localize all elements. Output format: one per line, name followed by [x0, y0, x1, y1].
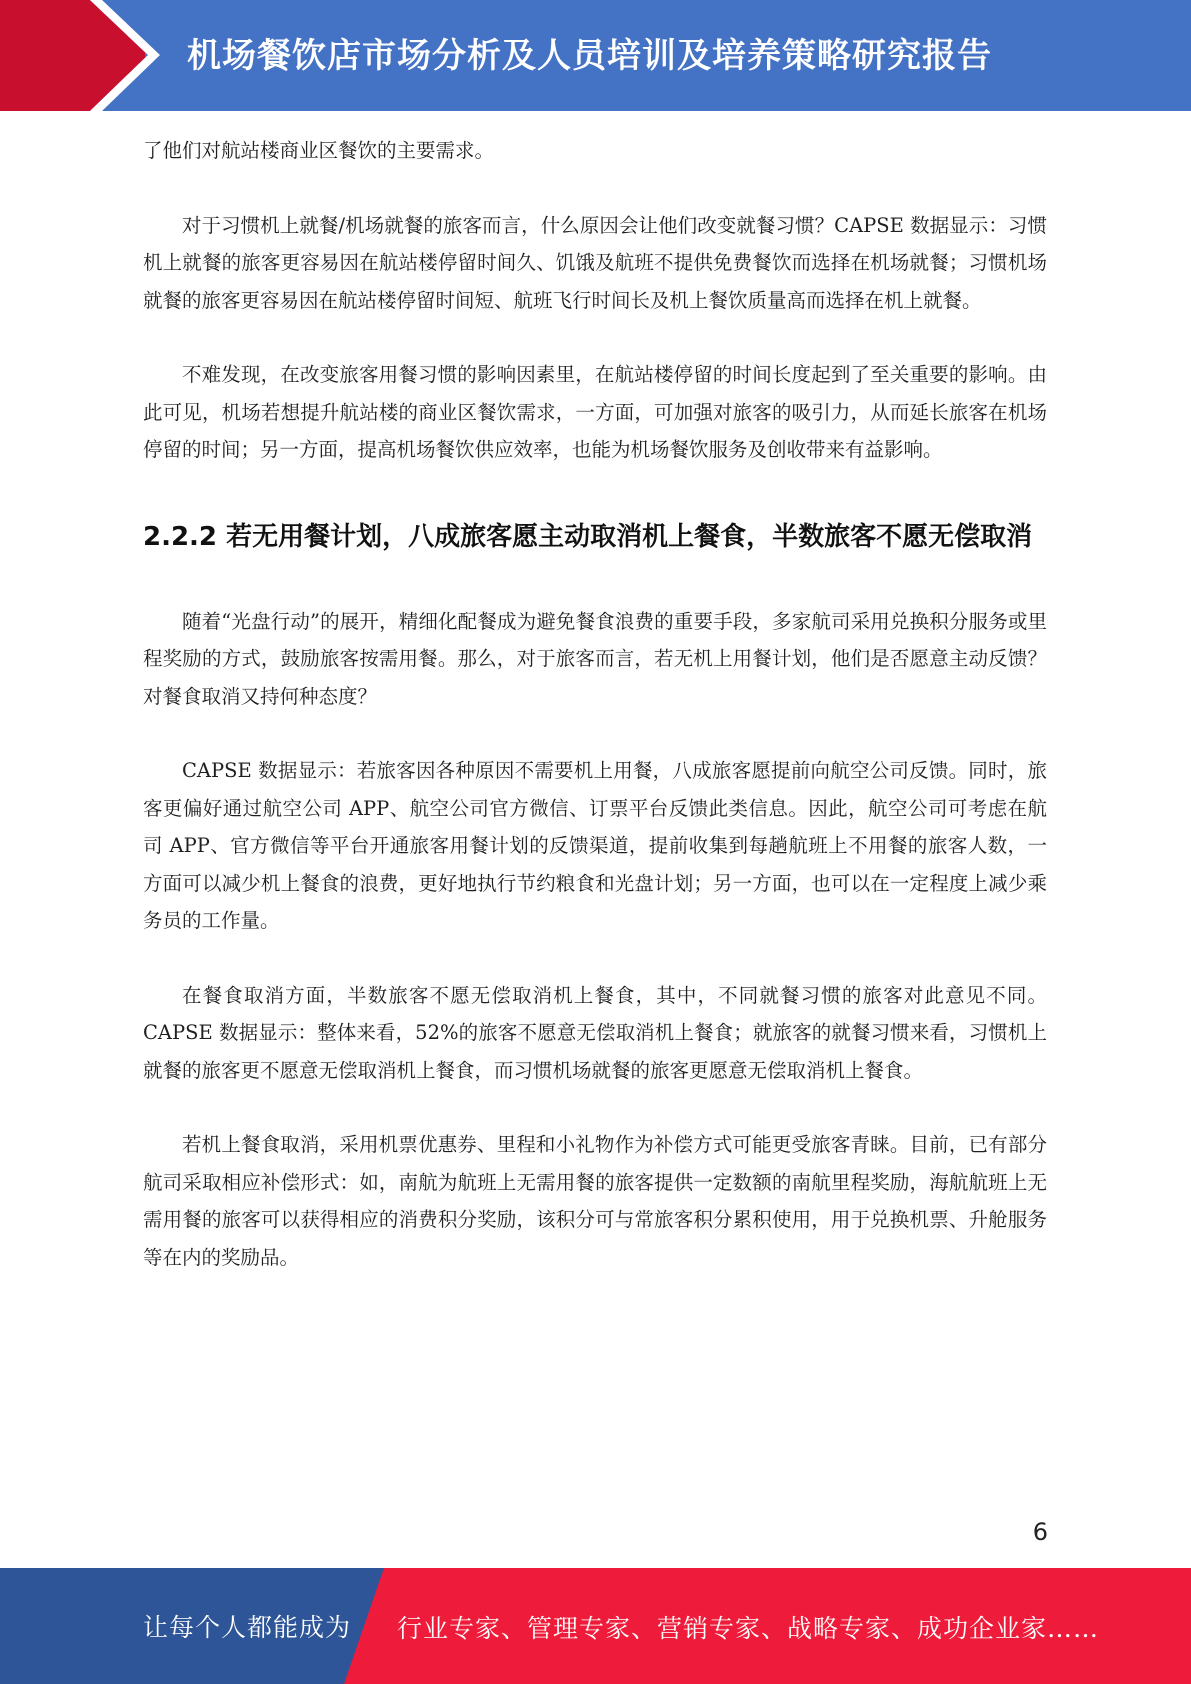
- section-heading: 2.2.2 若无用餐计划，八成旅客愿主动取消机上餐食，半数旅客不愿无偿取消: [143, 521, 1033, 552]
- paragraph-7: 若机上餐食取消，采用机票优惠券、里程和小礼物作为补偿方式可能更受旅客青睐。目前，已有部分航司采取相应补偿形式：如，南航为航班上无需用餐的旅客提供一定数额的南航里程奖励，海航航班上无需用餐的旅客可以获得相应的消费积分奖励，该积分可与常旅客积分累积使用，用于兑换机票、升舱服务等在内的奖励品。: [143, 1133, 1047, 1269]
- page-footer: [0, 1568, 1191, 1684]
- paragraph-1: 了他们对航站楼商业区餐饮的主要需求。: [143, 139, 495, 162]
- paragraph-3: 不难发现，在改变旅客用餐习惯的影响因素里，在航站楼停留的时间长度起到了至关重要的影响。由此可见，机场若想提升航站楼的商业区餐饮需求，一方面，可加强对旅客的吸引力，从而延长旅客在机场停留的时间；另一方面，提高机场餐饮供应效率，也能为机场餐饮服务及创收带来有益影响。: [143, 363, 1047, 461]
- document-body: [143, 132, 1047, 1313]
- paragraph-6: 在餐食取消方面，半数旅客不愿无偿取消机上餐食，其中，不同就餐习惯的旅客对此意见不同。CAPSE 数据显示：整体来看，52%的旅客不愿意无偿取消机上餐食；就旅客的就餐习惯来看，习惯机上就餐的旅客更不愿意无偿取消机上餐食，而习惯机场就餐的旅客更愿意无偿取消机上餐食。: [143, 983, 1047, 1082]
- paragraph-5: CAPSE 数据显示：若旅客因各种原因不需要机上用餐，八成旅客愿提前向航空公司反馈。同时，旅客更偏好通过航空公司 APP、航空公司官方微信、订票平台反馈此类信息。因此，航空公司可考虑在航司 APP、官方微信等平台开通旅客用餐计划的反馈渠道，提前收集到每趟航班上不用餐的旅客人数，一方面可以减少机上餐食的浪费，更好地执行节约粮食和光盘计划；另一方面，也可以在一定程度上减少乘务员的工作量。: [143, 759, 1047, 932]
- paragraph-2: 对于习惯机上就餐/机场就餐的旅客而言，什么原因会让他们改变就餐习惯？CAPSE 数据显示：习惯机上就餐的旅客更容易因在航站楼停留时间久、饥饿及航班不提供免费餐饮而选择在机场就餐；习惯机场就餐的旅客更容易因在航站楼停留时间短、航班飞行时间长及机上餐饮质量高而选择在机上就餐。: [143, 213, 1047, 312]
- page-header: [0, 0, 1191, 111]
- footer-slogan-left: 让每个人都能成为: [143, 1613, 352, 1642]
- footer-slogan-right: 行业专家、管理专家、营销专家、战略专家、成功企业家……: [397, 1614, 1100, 1643]
- page-title: 机场餐饮店市场分析及人员培训及培养策略研究报告: [187, 36, 992, 76]
- paragraph-4: 随着“光盘行动”的展开，精细化配餐成为避免餐食浪费的重要手段，多家航司采用兑换积分服务或里程奖励的方式，鼓励旅客按需用餐。那么，对于旅客而言，若无机上用餐计划，他们是否愿意主动反馈？对餐食取消又持何种态度？: [143, 609, 1047, 708]
- page-number: 6: [1032, 1518, 1048, 1546]
